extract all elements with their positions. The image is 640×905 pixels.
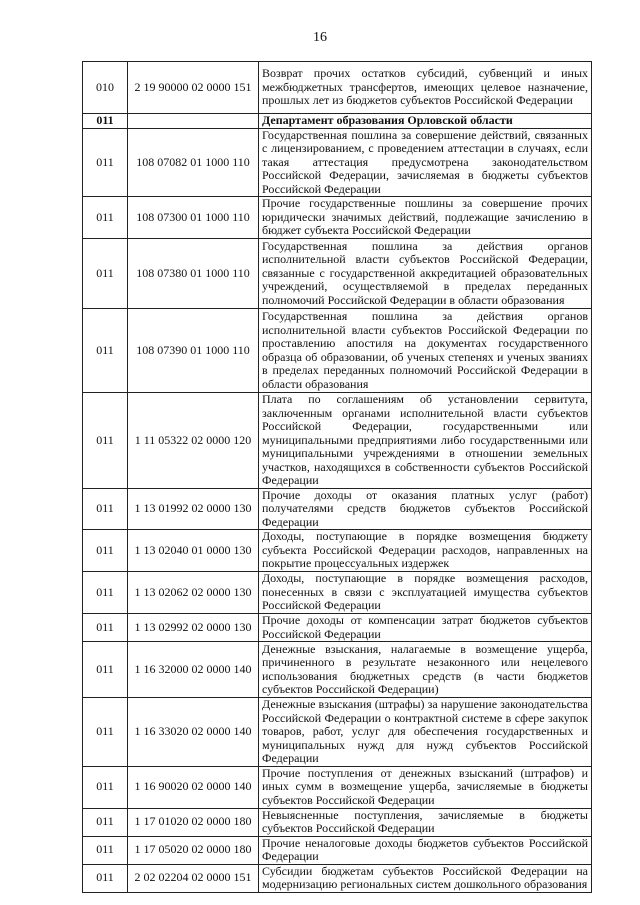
table-row	[83, 808, 592, 836]
admin-code-cell: 010	[83, 62, 128, 114]
revenue-code-cell: 1 17 05020 02 0000 180	[128, 836, 259, 864]
admin-code-cell: 011	[83, 114, 128, 129]
revenue-code-cell: 2 02 02204 02 0000 151	[128, 864, 259, 892]
revenue-code-cell: 108 07380 01 1000 110	[128, 239, 259, 309]
revenue-code-cell: 108 07300 01 1000 110	[128, 197, 259, 239]
revenue-code-cell: 108 07082 01 1000 110	[128, 128, 259, 197]
revenue-name-cell: Департамент образования Орловской области	[259, 114, 592, 129]
revenue-name-cell: Доходы, поступающие в порядке возмещения бюджету субъекта Российской Федерации расходов, направленных на покрытие процессуальных издержек	[259, 530, 592, 572]
table-row	[83, 239, 592, 309]
table-row	[83, 766, 592, 808]
admin-code-cell: 011	[83, 572, 128, 614]
table-row	[83, 530, 592, 572]
revenue-code-cell: 1 13 02062 02 0000 130	[128, 572, 259, 614]
admin-code-cell: 011	[83, 128, 128, 197]
table-row	[83, 572, 592, 614]
revenue-code-cell: 2 19 90000 02 0000 151	[128, 62, 259, 114]
revenue-name-cell: Прочие доходы от компенсации затрат бюджетов субъектов Российской Федерации	[259, 614, 592, 642]
revenue-name-cell: Государственная пошлина за действия органов исполнительной власти субъектов Российской Федерации по проставлению апостиля на документах государственного образца об образовании, об ученых степенях и ученых званиях в пределах переданных полномочий Российской Федерации в области образования	[259, 309, 592, 393]
table-row	[83, 128, 592, 197]
table-row	[83, 614, 592, 642]
table-row	[83, 836, 592, 864]
revenue-name-cell: Прочие доходы от оказания платных услуг (работ) получателями средств бюджетов субъектов Российской Федерации	[259, 488, 592, 530]
admin-code-cell: 011	[83, 836, 128, 864]
revenue-name-cell: Прочие поступления от денежных взысканий (штрафов) и иных сумм в возмещение ущерба, зачисляемые в бюджеты субъектов Российской Федерации	[259, 766, 592, 808]
admin-code-cell: 011	[83, 642, 128, 698]
admin-code-cell: 011	[83, 698, 128, 767]
admin-code-cell: 011	[83, 309, 128, 393]
admin-code-cell: 011	[83, 864, 128, 892]
revenue-code-cell: 1 13 01992 02 0000 130	[128, 488, 259, 530]
table-row	[83, 393, 592, 489]
table-row	[83, 488, 592, 530]
admin-code-cell: 011	[83, 766, 128, 808]
revenue-code-cell: 108 07390 01 1000 110	[128, 309, 259, 393]
admin-code-cell: 011	[83, 239, 128, 309]
revenue-name-cell: Государственная пошлина за совершение действий, связанных с лицензированием, с проведением аттестации в случаях, если такая аттестация предусмотрена законодательством Российской Федерации, зачисляемая в бюджеты субъектов Российской Федерации	[259, 128, 592, 197]
admin-code-cell: 011	[83, 488, 128, 530]
table-row	[83, 864, 592, 892]
revenue-name-cell: Государственная пошлина за действия органов исполнительной власти субъектов Российской Федерации, связанные с государственной аккредитацией образовательных учреждений, осуществляемой в пределах переданных полномочий Российской Федерации в области образования	[259, 239, 592, 309]
revenue-name-cell: Денежные взыскания (штрафы) за нарушение законодательства Российской Федерации о контрактной системе в сфере закупок товаров, работ, услуг для обеспечения государственных и муниципальных нужд для нужд субъектов Российской Федерации	[259, 698, 592, 767]
revenue-name-cell: Прочие неналоговые доходы бюджетов субъектов Российской Федерации	[259, 836, 592, 864]
table-body	[83, 62, 592, 893]
revenue-code-cell: 1 16 90020 02 0000 140	[128, 766, 259, 808]
revenue-code-table	[82, 61, 592, 893]
revenue-name-cell: Плата по соглашениям об установлении сервитута, заключенным органами исполнительной власти субъектов Российской Федерации, государственными или муниципальными предприятиями либо государственными или муниципальными учреждениями в отношении земельных участков, находящихся в собственности субъектов Российской Федерации	[259, 393, 592, 489]
admin-code-cell: 011	[83, 530, 128, 572]
table-row	[83, 62, 592, 114]
revenue-code-cell: 1 11 05322 02 0000 120	[128, 393, 259, 489]
revenue-name-cell: Невыясненные поступления, зачисляемые в бюджеты субъектов Российской Федерации	[259, 808, 592, 836]
revenue-code-cell: 1 17 01020 02 0000 180	[128, 808, 259, 836]
revenue-name-cell: Возврат прочих остатков субсидий, субвенций и иных межбюджетных трансфертов, имеющих целевое назначение, прошлых лет из бюджетов субъектов Российской Федерации	[259, 62, 592, 114]
revenue-code-cell: 1 16 32000 02 0000 140	[128, 642, 259, 698]
revenue-name-cell: Прочие государственные пошлины за совершение прочих юридически значимых действий, подлежащие зачислению в бюджет субъекта Российской Федерации	[259, 197, 592, 239]
admin-code-cell: 011	[83, 614, 128, 642]
revenue-code-cell: 1 13 02992 02 0000 130	[128, 614, 259, 642]
admin-code-cell: 011	[83, 393, 128, 489]
table-row	[83, 642, 592, 698]
page-number: 16	[313, 30, 327, 45]
table-row	[83, 197, 592, 239]
revenue-name-cell: Доходы, поступающие в порядке возмещения расходов, понесенных в связи с эксплуатацией имущества субъектов Российской Федерации	[259, 572, 592, 614]
revenue-name-cell: Денежные взыскания, налагаемые в возмещение ущерба, причиненного в результате незаконного или нецелевого использования бюджетных средств (в части бюджетов субъектов Российской Федерации)	[259, 642, 592, 698]
table-row	[83, 698, 592, 767]
revenue-name-cell: Субсидии бюджетам субъектов Российской Федерации на модернизацию региональных систем дошкольного образования	[259, 864, 592, 892]
admin-code-cell: 011	[83, 808, 128, 836]
department-header-row	[83, 114, 592, 129]
revenue-code-cell	[128, 114, 259, 129]
revenue-code-cell: 1 13 02040 01 0000 130	[128, 530, 259, 572]
revenue-code-cell: 1 16 33020 02 0000 140	[128, 698, 259, 767]
admin-code-cell: 011	[83, 197, 128, 239]
table-row	[83, 309, 592, 393]
